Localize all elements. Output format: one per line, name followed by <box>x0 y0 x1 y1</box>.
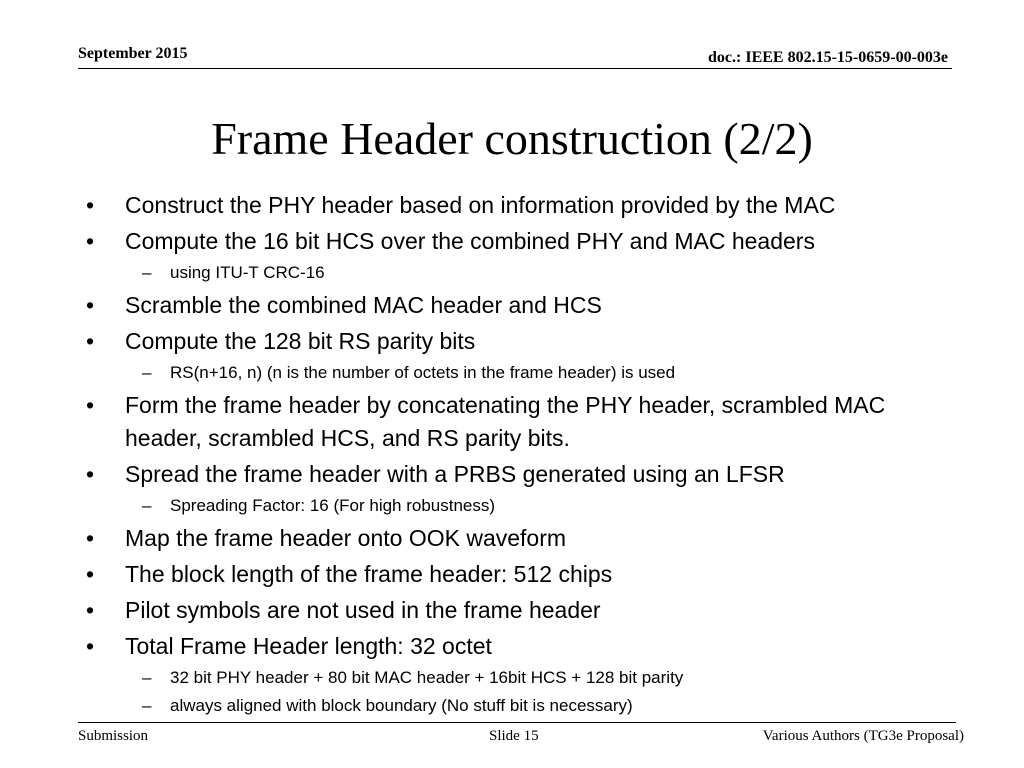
bullet-text: Scramble the combined MAC header and HCS <box>125 292 602 318</box>
bullet-text: Construct the PHY header based on information provided by the MAC <box>125 192 836 218</box>
bullet-text: Spread the frame header with a PRBS generated using an LFSR <box>125 461 785 487</box>
sub-bullet-text: RS(n+16, n) (n is the number of octets in the frame header) is used <box>170 363 676 382</box>
bullet-text: Compute the 16 bit HCS over the combined PHY and MAC headers <box>125 228 815 254</box>
header-divider <box>78 68 952 69</box>
bullet-item <box>86 522 946 555</box>
footer-divider <box>78 722 956 723</box>
footer-submission: Submission <box>78 728 149 744</box>
bullet-item <box>86 189 946 222</box>
bullet-item <box>86 225 946 258</box>
header-date: September 2015 <box>78 45 188 62</box>
sub-bullet-item <box>86 360 946 386</box>
sub-bullet-text: 32 bit PHY header + 80 bit MAC header + 16bit HCS + 128 bit parity <box>170 668 684 687</box>
sub-bullet-dash: – <box>142 363 152 382</box>
sub-bullet-item <box>86 260 946 286</box>
bullet-text: Pilot symbols are not used in the frame header <box>125 597 601 623</box>
bullet-text: Form the frame header by concatenating the PHY header, scrambled MAC header, scrambled HCS, and RS parity bits. <box>125 392 886 451</box>
sub-bullet-dash: – <box>142 696 152 715</box>
bullet-dot: • <box>86 597 95 623</box>
sub-bullet-item <box>86 693 946 719</box>
bullet-item <box>86 630 946 663</box>
bullet-text: The block length of the frame header: 512 chips <box>125 561 613 587</box>
bullet-item <box>86 594 946 627</box>
bullet-dot: • <box>86 328 95 354</box>
bullet-text: Compute the 128 bit RS parity bits <box>125 328 476 354</box>
bullet-list <box>86 186 946 719</box>
sub-bullet-dash: – <box>142 668 152 687</box>
bullet-item <box>86 389 946 455</box>
bullet-dot: • <box>86 525 95 551</box>
sub-bullet-dash: – <box>142 496 152 515</box>
sub-bullet-text: Spreading Factor: 16 (For high robustness) <box>170 496 496 515</box>
sub-bullet-item <box>86 665 946 691</box>
bullet-item <box>86 289 946 322</box>
bullet-dot: • <box>86 392 95 418</box>
sub-bullet-dash: – <box>142 263 152 282</box>
sub-bullet-text: using ITU-T CRC-16 <box>170 263 325 282</box>
bullet-dot: • <box>86 633 95 659</box>
sub-bullet-item <box>86 493 946 519</box>
bullet-dot: • <box>86 192 95 218</box>
bullet-dot: • <box>86 561 95 587</box>
bullet-dot: • <box>86 292 95 318</box>
sub-bullet-text: always aligned with block boundary (No stuff bit is necessary) <box>170 696 633 715</box>
footer-authors: Various Authors (TG3e Proposal) <box>762 728 964 744</box>
bullet-item <box>86 325 946 358</box>
slide-title: Frame Header construction (2/2) <box>211 113 813 164</box>
bullet-text: Total Frame Header length: 32 octet <box>125 633 492 659</box>
bullet-item <box>86 558 946 591</box>
header-doc-id: doc.: IEEE 802.15-15-0659-00-003e <box>708 49 948 66</box>
bullet-dot: • <box>86 461 95 487</box>
bullet-item <box>86 458 946 491</box>
bullet-text: Map the frame header onto OOK waveform <box>125 525 567 551</box>
bullet-dot: • <box>86 228 95 254</box>
footer-slide-number: Slide 15 <box>489 728 539 744</box>
